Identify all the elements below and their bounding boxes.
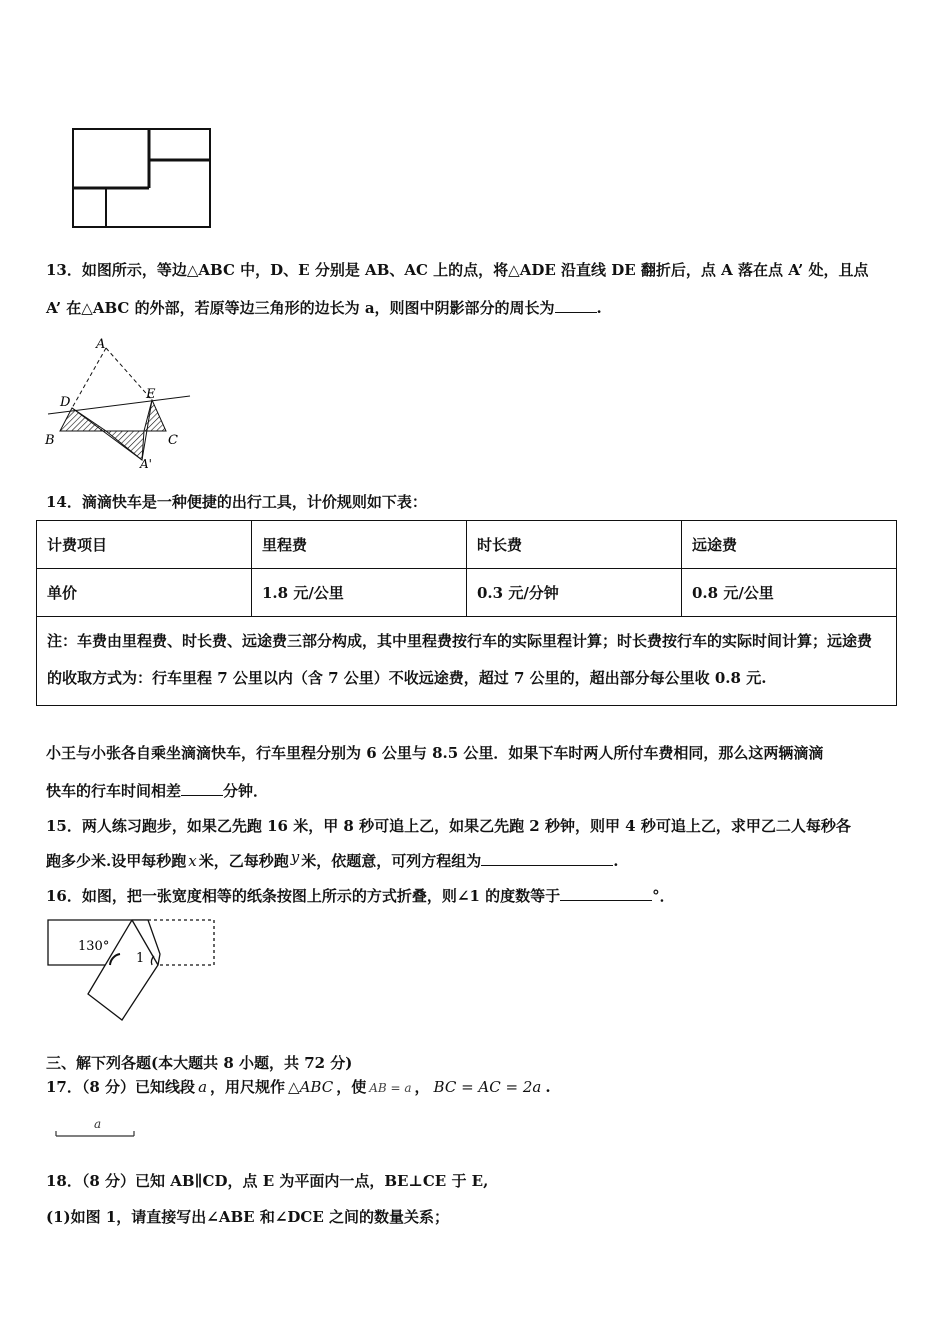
q16-degree-end: °． <box>652 887 675 905</box>
label-D: D <box>60 395 71 410</box>
q15-text-b: 米，乙每秒跑 <box>198 852 289 870</box>
table-header-cell: 时长费 <box>467 521 682 569</box>
var-x: x <box>188 852 197 870</box>
q15-number: 15． <box>46 817 82 835</box>
q18-sub1: (1)如图 1，请直接写出∠ABE 和∠DCE 之间的数量关系； <box>46 1208 450 1226</box>
table-header-row <box>37 521 897 569</box>
q13-text-line1: 如图所示，等边△ABC 中，D、E 分别是 AB、AC 上的点，将△ADE 沿直线 DE 翻折后，点 A 落在点 A’ 处，且点 <box>81 261 869 279</box>
q18-number: 18． <box>46 1172 82 1190</box>
q17-text-1: 已知线段 <box>135 1078 196 1096</box>
segment-a-figure <box>52 1116 142 1142</box>
q15-text-line1: 两人练习跑步，如果乙先跑 16 米，甲 8 秒可追上乙，如果乙先跑 2 秒钟，则甲 4 秒可追上乙，求甲乙二人每秒各 <box>81 817 851 835</box>
label-B: B <box>45 433 55 448</box>
label-angle-1: 1 <box>136 951 145 966</box>
q17-points: （8 分） <box>81 1078 136 1096</box>
q18-line <box>46 1171 488 1191</box>
q15-line1 <box>46 816 851 836</box>
label-E: E <box>146 387 156 402</box>
section-3-title: 三、解下列各题(本大题共 8 小题，共 72 分) <box>46 1054 353 1072</box>
q14-number: 14． <box>46 493 82 511</box>
table-header-cell: 里程费 <box>252 521 467 569</box>
q13-folded-triangle-figure <box>40 332 200 472</box>
table-cell: 1.8 元/公里 <box>252 569 467 617</box>
label-C: C <box>168 433 178 448</box>
label-130-degrees: 130° <box>78 939 110 954</box>
q13-period: . <box>596 299 602 317</box>
q16-line <box>46 886 675 906</box>
q13-number: 13． <box>46 261 82 279</box>
q15-text-c: 米，依题意，可列方程组为 <box>301 852 482 870</box>
table-row <box>37 569 897 617</box>
table-cell: 0.3 元/分钟 <box>467 569 682 617</box>
triangle-ABC: △ABC <box>288 1078 334 1096</box>
q16-text: 如图，把一张宽度相等的纸条按图上所示的方式折叠，则∠1 的度数等于 <box>81 887 561 905</box>
fare-table <box>36 520 897 706</box>
outer-rectangle <box>73 129 210 227</box>
q15-answer-blank[interactable] <box>481 851 613 866</box>
condition-BC-AC: BC = AC = 2a <box>433 1078 542 1096</box>
var-a: a <box>198 1078 208 1096</box>
table-cell: 单价 <box>37 569 252 617</box>
q13-line1 <box>46 260 869 280</box>
q15-line2 <box>46 848 619 871</box>
q14-after-line1: 小王与小张各自乘坐滴滴快车，行车里程分别为 6 公里与 8.5 公里．如果下车时两人所付车费相同，那么这两辆滴滴 <box>46 744 824 762</box>
q15-period: . <box>613 852 619 870</box>
q13-answer-blank[interactable] <box>555 298 597 313</box>
q17-text-3: ，使 <box>336 1078 367 1096</box>
q14-after-unit: 分钟． <box>223 782 269 800</box>
q14-answer-blank[interactable] <box>181 781 223 796</box>
q17-period: . <box>545 1078 551 1096</box>
table-cell: 0.8 元/公里 <box>682 569 897 617</box>
q16-answer-blank[interactable] <box>560 886 652 901</box>
q15-text-a: 跑多少米.设甲每秒跑 <box>46 852 187 870</box>
q14-after-line2 <box>46 781 268 801</box>
q17-text-2: ，用尺规作 <box>210 1078 286 1096</box>
q18-points: （8 分） <box>81 1172 136 1190</box>
var-y: y <box>290 848 300 866</box>
dashed-side-AD <box>72 348 106 408</box>
q17-number: 17． <box>46 1078 82 1096</box>
segment-label-a: a <box>94 1117 102 1131</box>
rectangle-partition-figure <box>60 124 220 234</box>
q16-folded-strip-figure <box>40 912 225 1024</box>
q14-after-text: 快车的行车时间相差 <box>46 782 182 800</box>
q14-intro <box>46 492 427 512</box>
q16-number: 16． <box>46 887 82 905</box>
table-note: 注：车费由里程费、时长费、远途费三部分构成，其中里程费按行车的实际里程计算；时长费按行车的实际时间计算；远途费的收取方式为：行车里程 7 公里以内（含 7 公里）不收远途费，超过 7 公里的，超出部分每公里收 0.8 元. <box>37 617 897 706</box>
table-note-row <box>37 617 897 706</box>
table-header-cell: 远途费 <box>682 521 897 569</box>
q17-line <box>46 1077 551 1098</box>
q17-text-4: ， <box>414 1078 430 1096</box>
label-A-prime: A' <box>140 457 152 471</box>
label-A: A <box>96 337 106 352</box>
q18-text: 已知 AB∥CD，点 E 为平面内一点，BE⊥CE 于 E, <box>135 1172 489 1190</box>
q14-intro-text: 滴滴快车是一种便捷的出行工具，计价规则如下表： <box>81 493 427 511</box>
q13-text-line2: A’ 在△ABC 的外部，若原等边三角形的边长为 a，则图中阴影部分的周长为 <box>46 299 555 317</box>
shaded-region <box>106 431 144 460</box>
table-header-cell: 计费项目 <box>37 521 252 569</box>
folded-strip-piece <box>88 920 160 1020</box>
q13-line2 <box>46 298 602 318</box>
condition-AB: AB = a <box>369 1081 412 1095</box>
